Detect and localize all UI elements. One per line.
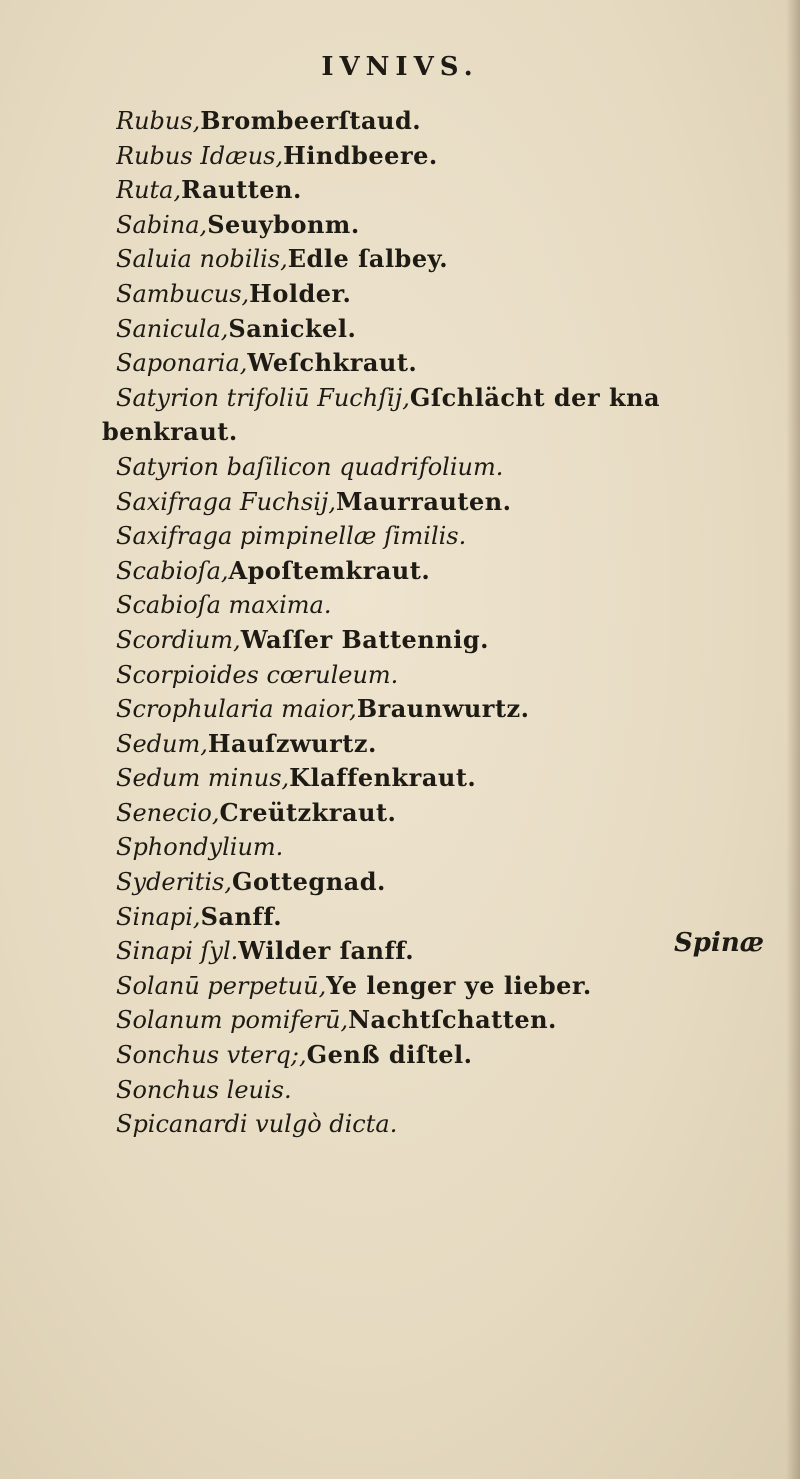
german-name: Maurrauten.	[336, 486, 512, 516]
list-item	[116, 1003, 786, 1038]
german-name: Rautten.	[181, 175, 302, 205]
german-name: Holder.	[249, 278, 352, 308]
list-item	[116, 485, 786, 520]
list-item	[116, 554, 786, 589]
latin-name: Ruta,	[116, 176, 182, 205]
latin-name: Sonchus leuis.	[116, 1075, 292, 1104]
latin-name: Syderitis,	[116, 868, 232, 897]
list-item	[116, 727, 786, 762]
list-item	[116, 312, 786, 347]
latin-name: Sinapi ſyl.	[116, 937, 239, 966]
latin-name: Saxifraga pimpinellæ ſimilis.	[116, 522, 467, 551]
german-name: Waſſer Battennig.	[240, 624, 489, 654]
list-item	[116, 1038, 786, 1073]
german-name: Sanff.	[200, 901, 283, 931]
latin-name: Saxifraga Fuchsij,	[116, 487, 336, 516]
german-name: Genß diſtel.	[306, 1040, 473, 1070]
list-item	[116, 969, 786, 1004]
list-item	[116, 658, 786, 693]
latin-name: Sinapi,	[116, 902, 201, 931]
german-name: Ye lenger ye lieber.	[326, 970, 592, 1000]
latin-name: Rubus,	[116, 107, 201, 135]
list-item	[116, 1073, 786, 1108]
latin-name: Satyrion trifoliū Fuchſij,	[116, 383, 410, 412]
german-name: Braunwurtz.	[356, 694, 530, 724]
german-name: Hauſzwurtz.	[207, 728, 377, 758]
list-item	[116, 692, 786, 727]
list-item	[116, 519, 786, 554]
latin-name: Satyrion baſilicon quadrifolium.	[116, 452, 504, 481]
german-name: benkraut.	[102, 417, 238, 447]
latin-name: Solanum pomiferū,	[116, 1006, 349, 1035]
plant-list	[102, 104, 786, 1142]
latin-name: Spicanardi vulgò dicta.	[116, 1110, 398, 1139]
list-item	[116, 1107, 786, 1142]
german-name: Seuybonm.	[207, 209, 360, 239]
german-name: Brombeerſtaud.	[200, 106, 422, 135]
latin-name: Sedum minus,	[116, 764, 290, 793]
german-name: Creützkraut.	[219, 797, 397, 827]
list-item	[116, 450, 786, 485]
german-name: Hindbeere.	[283, 140, 438, 170]
latin-name: Sphondylium.	[116, 833, 284, 862]
latin-name: Sambucus,	[116, 279, 250, 308]
list-item	[116, 381, 786, 416]
page-header: IVNIVS.	[321, 52, 479, 82]
german-name: Weſchkraut.	[247, 348, 418, 378]
german-name: Sanickel.	[228, 313, 357, 343]
german-name: Klaffenkraut.	[289, 763, 477, 793]
german-name: Gottegnad.	[231, 867, 386, 897]
list-item	[116, 242, 786, 277]
list-item	[116, 796, 786, 831]
latin-name: Saponaria,	[116, 349, 248, 378]
latin-name: Senecio,	[116, 798, 220, 827]
latin-name: Sanicula,	[116, 314, 229, 343]
german-name: Edle ſalbey.	[287, 244, 449, 274]
list-item	[116, 139, 786, 174]
list-item	[116, 346, 786, 381]
list-item	[116, 588, 786, 623]
list-item	[116, 104, 786, 139]
german-name: Wilder ſanff.	[238, 936, 415, 966]
latin-name: Sonchus vterq;,	[116, 1041, 307, 1070]
german-name: Gſchlächt der kna	[409, 382, 661, 412]
list-item	[116, 208, 786, 243]
list-item	[116, 277, 786, 312]
catchword: Spinæ	[674, 928, 764, 958]
latin-name: Sabina,	[116, 210, 208, 239]
latin-name: Rubus Idæus,	[116, 141, 284, 170]
latin-name: Sedum,	[116, 729, 208, 758]
list-item	[116, 173, 786, 208]
page-edge-shadow	[786, 0, 800, 1479]
latin-name: Solanū perpetuū,	[116, 971, 327, 1000]
latin-name: Scabioſa,	[116, 556, 229, 585]
list-item	[116, 865, 786, 900]
list-item	[116, 761, 786, 796]
list-item	[102, 415, 786, 450]
latin-name: Saluia nobilis,	[116, 245, 288, 274]
german-name: Apoſtemkraut.	[228, 555, 431, 585]
latin-name: Scabioſa maxima.	[116, 591, 332, 620]
latin-name: Scorpioides cœruleum.	[116, 660, 399, 689]
latin-name: Scordium,	[116, 625, 241, 654]
list-item	[116, 830, 786, 865]
latin-name: Scrophularia maior,	[116, 695, 357, 724]
list-item	[116, 623, 786, 658]
german-name: Nachtſchatten.	[348, 1005, 557, 1035]
